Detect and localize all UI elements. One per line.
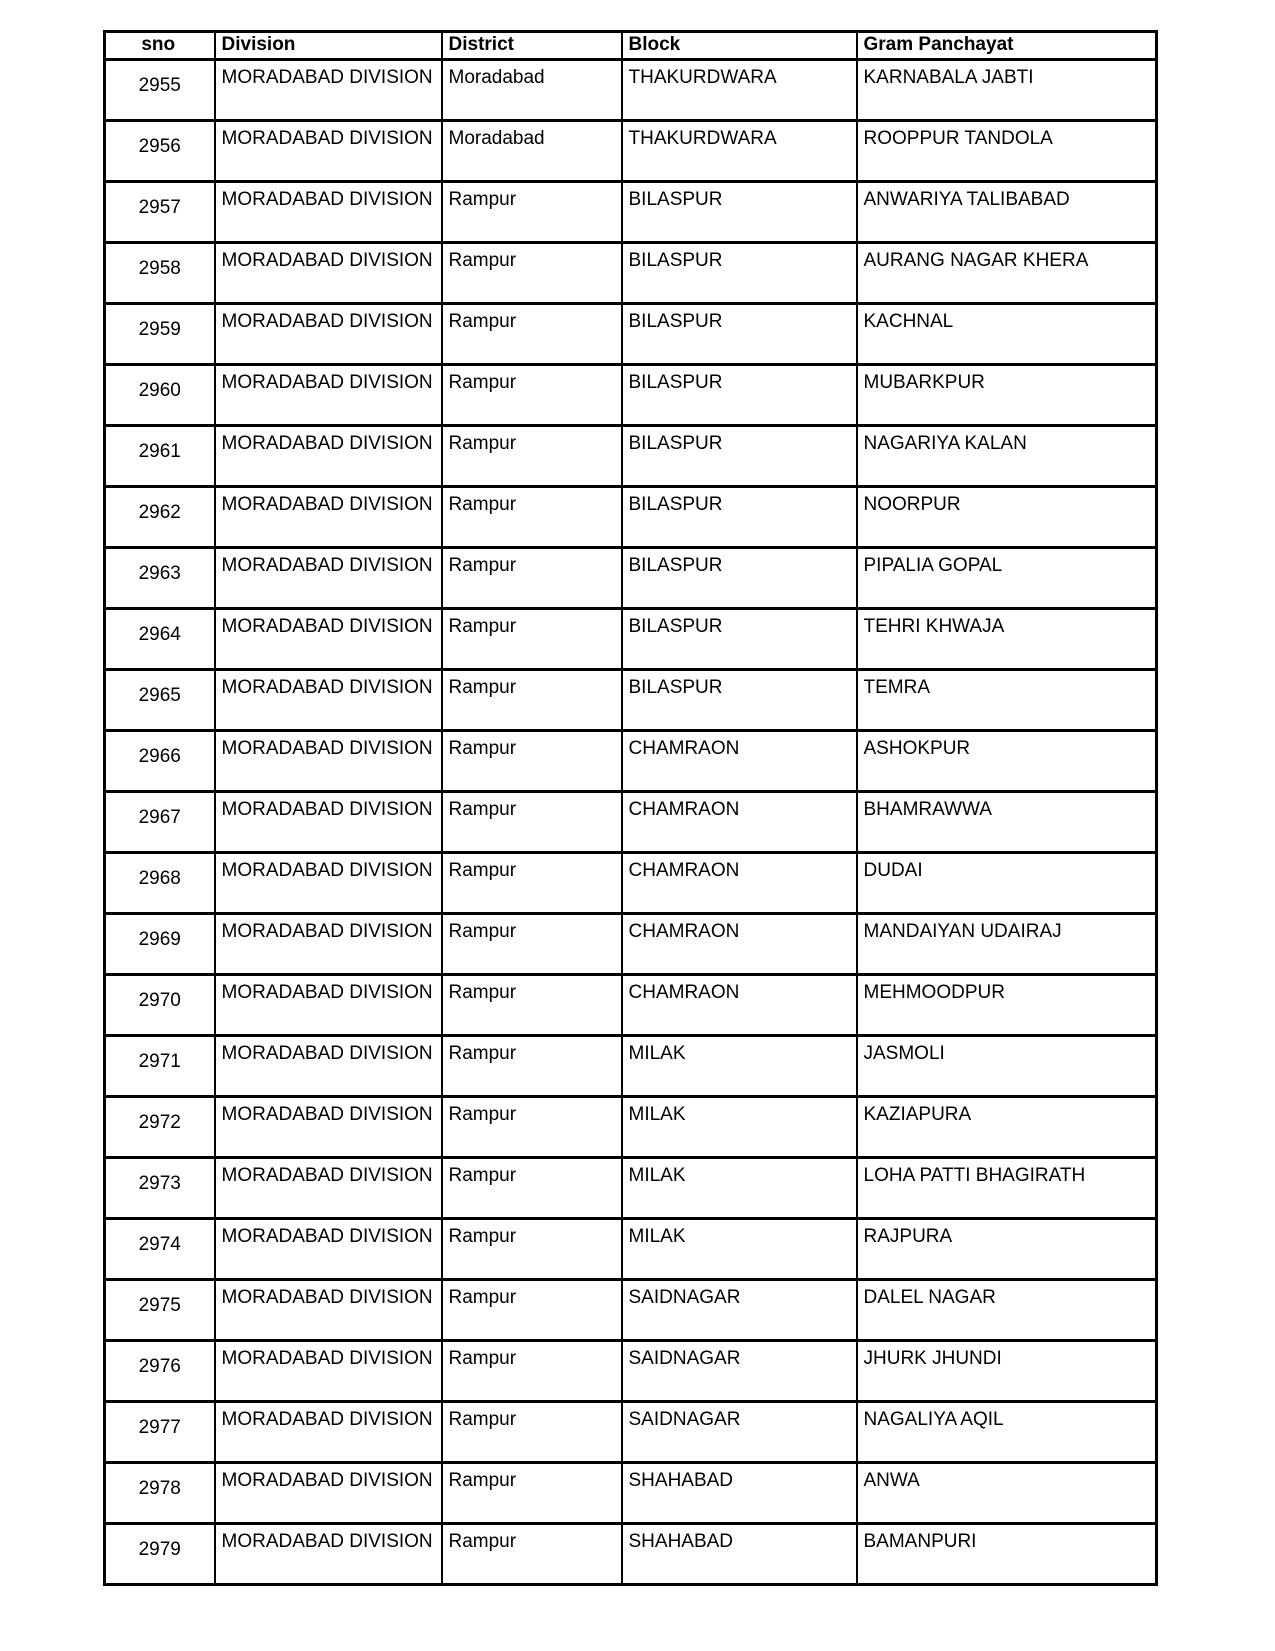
cell-block: BILASPUR (622, 548, 857, 609)
cell-gram-panchayat: AURANG NAGAR KHERA (857, 243, 1157, 304)
table-row (105, 60, 1157, 121)
cell-division: MORADABAD DIVISION (215, 975, 442, 1036)
table-row (105, 1158, 1157, 1219)
cell-block: SAIDNAGAR (622, 1280, 857, 1341)
cell-sno: 2964 (105, 609, 215, 670)
cell-district: Rampur (442, 304, 622, 365)
table-row (105, 182, 1157, 243)
table-row (105, 853, 1157, 914)
cell-gram-panchayat: JASMOLI (857, 1036, 1157, 1097)
cell-sno: 2966 (105, 731, 215, 792)
cell-division: MORADABAD DIVISION (215, 1463, 442, 1524)
cell-district: Rampur (442, 731, 622, 792)
cell-gram-panchayat: KAZIAPURA (857, 1097, 1157, 1158)
cell-district: Rampur (442, 487, 622, 548)
cell-sno: 2970 (105, 975, 215, 1036)
cell-district: Rampur (442, 914, 622, 975)
cell-district: Rampur (442, 1097, 622, 1158)
cell-division: MORADABAD DIVISION (215, 1097, 442, 1158)
cell-block: CHAMRAON (622, 731, 857, 792)
cell-block: THAKURDWARA (622, 60, 857, 121)
cell-gram-panchayat: PIPALIA GOPAL (857, 548, 1157, 609)
cell-gram-panchayat: ASHOKPUR (857, 731, 1157, 792)
cell-division: MORADABAD DIVISION (215, 487, 442, 548)
cell-district: Rampur (442, 1158, 622, 1219)
cell-sno: 2963 (105, 548, 215, 609)
column-header-division: Division (215, 32, 442, 60)
cell-block: CHAMRAON (622, 792, 857, 853)
cell-division: MORADABAD DIVISION (215, 548, 442, 609)
cell-sno: 2958 (105, 243, 215, 304)
table-row (105, 1097, 1157, 1158)
cell-division: MORADABAD DIVISION (215, 365, 442, 426)
cell-block: MILAK (622, 1097, 857, 1158)
cell-division: MORADABAD DIVISION (215, 1219, 442, 1280)
cell-sno: 2975 (105, 1280, 215, 1341)
cell-block: BILASPUR (622, 243, 857, 304)
table-row (105, 1524, 1157, 1585)
cell-sno: 2969 (105, 914, 215, 975)
cell-gram-panchayat: BAMANPURI (857, 1524, 1157, 1585)
cell-division: MORADABAD DIVISION (215, 853, 442, 914)
table-row (105, 1341, 1157, 1402)
cell-block: MILAK (622, 1036, 857, 1097)
table-header (105, 32, 1157, 60)
cell-block: THAKURDWARA (622, 121, 857, 182)
table-row (105, 1402, 1157, 1463)
table-row (105, 1219, 1157, 1280)
cell-sno: 2961 (105, 426, 215, 487)
cell-sno: 2978 (105, 1463, 215, 1524)
cell-sno: 2957 (105, 182, 215, 243)
cell-division: MORADABAD DIVISION (215, 670, 442, 731)
cell-district: Rampur (442, 853, 622, 914)
table-row (105, 670, 1157, 731)
column-header-gram-panchayat: Gram Panchayat (857, 32, 1157, 60)
cell-sno: 2973 (105, 1158, 215, 1219)
column-header-sno: sno (105, 32, 215, 60)
cell-gram-panchayat: MEHMOODPUR (857, 975, 1157, 1036)
cell-gram-panchayat: MUBARKPUR (857, 365, 1157, 426)
table-row (105, 487, 1157, 548)
cell-sno: 2956 (105, 121, 215, 182)
table-row (105, 1280, 1157, 1341)
cell-division: MORADABAD DIVISION (215, 1158, 442, 1219)
cell-block: MILAK (622, 1158, 857, 1219)
cell-gram-panchayat: MANDAIYAN UDAIRAJ (857, 914, 1157, 975)
cell-district: Rampur (442, 975, 622, 1036)
cell-district: Rampur (442, 1524, 622, 1585)
cell-sno: 2971 (105, 1036, 215, 1097)
cell-district: Rampur (442, 792, 622, 853)
cell-block: BILASPUR (622, 365, 857, 426)
cell-division: MORADABAD DIVISION (215, 304, 442, 365)
cell-division: MORADABAD DIVISION (215, 1341, 442, 1402)
cell-district: Rampur (442, 548, 622, 609)
table-row (105, 243, 1157, 304)
cell-gram-panchayat: LOHA PATTI BHAGIRATH (857, 1158, 1157, 1219)
cell-sno: 2959 (105, 304, 215, 365)
cell-gram-panchayat: RAJPURA (857, 1219, 1157, 1280)
cell-block: BILASPUR (622, 304, 857, 365)
cell-division: MORADABAD DIVISION (215, 914, 442, 975)
cell-block: SHAHABAD (622, 1524, 857, 1585)
cell-gram-panchayat: DALEL NAGAR (857, 1280, 1157, 1341)
cell-sno: 2979 (105, 1524, 215, 1585)
cell-division: MORADABAD DIVISION (215, 1036, 442, 1097)
table-row (105, 1463, 1157, 1524)
cell-gram-panchayat: ROOPPUR TANDOLA (857, 121, 1157, 182)
cell-district: Moradabad (442, 60, 622, 121)
cell-division: MORADABAD DIVISION (215, 609, 442, 670)
cell-block: BILASPUR (622, 487, 857, 548)
table-row (105, 1036, 1157, 1097)
cell-gram-panchayat: ANWA (857, 1463, 1157, 1524)
table-row (105, 365, 1157, 426)
cell-district: Rampur (442, 1219, 622, 1280)
cell-gram-panchayat: NAGARIYA KALAN (857, 426, 1157, 487)
column-header-block: Block (622, 32, 857, 60)
cell-sno: 2968 (105, 853, 215, 914)
cell-block: CHAMRAON (622, 914, 857, 975)
cell-district: Rampur (442, 609, 622, 670)
cell-district: Rampur (442, 1402, 622, 1463)
cell-district: Rampur (442, 426, 622, 487)
table-row (105, 426, 1157, 487)
cell-gram-panchayat: KARNABALA JABTI (857, 60, 1157, 121)
cell-gram-panchayat: ANWARIYA TALIBABAD (857, 182, 1157, 243)
cell-sno: 2965 (105, 670, 215, 731)
cell-gram-panchayat: NAGALIYA AQIL (857, 1402, 1157, 1463)
table-row (105, 609, 1157, 670)
cell-gram-panchayat: TEHRI KHWAJA (857, 609, 1157, 670)
cell-district: Rampur (442, 1036, 622, 1097)
table-row (105, 731, 1157, 792)
cell-division: MORADABAD DIVISION (215, 426, 442, 487)
cell-district: Rampur (442, 1463, 622, 1524)
cell-gram-panchayat: NOORPUR (857, 487, 1157, 548)
cell-division: MORADABAD DIVISION (215, 792, 442, 853)
cell-block: CHAMRAON (622, 853, 857, 914)
cell-block: SHAHABAD (622, 1463, 857, 1524)
cell-block: MILAK (622, 1219, 857, 1280)
table-row (105, 304, 1157, 365)
cell-block: SAIDNAGAR (622, 1402, 857, 1463)
cell-division: MORADABAD DIVISION (215, 182, 442, 243)
cell-sno: 2974 (105, 1219, 215, 1280)
cell-gram-panchayat: JHURK JHUNDI (857, 1341, 1157, 1402)
cell-gram-panchayat: DUDAI (857, 853, 1157, 914)
cell-sno: 2960 (105, 365, 215, 426)
cell-sno: 2955 (105, 60, 215, 121)
cell-block: BILASPUR (622, 426, 857, 487)
table-row (105, 975, 1157, 1036)
cell-district: Moradabad (442, 121, 622, 182)
cell-block: SAIDNAGAR (622, 1341, 857, 1402)
cell-division: MORADABAD DIVISION (215, 731, 442, 792)
cell-gram-panchayat: TEMRA (857, 670, 1157, 731)
cell-division: MORADABAD DIVISION (215, 121, 442, 182)
header-row (105, 32, 1157, 60)
cell-sno: 2972 (105, 1097, 215, 1158)
cell-division: MORADABAD DIVISION (215, 1402, 442, 1463)
column-header-district: District (442, 32, 622, 60)
cell-district: Rampur (442, 670, 622, 731)
table-row (105, 548, 1157, 609)
cell-sno: 2962 (105, 487, 215, 548)
cell-district: Rampur (442, 365, 622, 426)
table-row (105, 914, 1157, 975)
cell-sno: 2977 (105, 1402, 215, 1463)
cell-division: MORADABAD DIVISION (215, 1280, 442, 1341)
table-body (105, 60, 1157, 1585)
cell-block: BILASPUR (622, 670, 857, 731)
table-row (105, 121, 1157, 182)
cell-division: MORADABAD DIVISION (215, 243, 442, 304)
cell-division: MORADABAD DIVISION (215, 60, 442, 121)
cell-sno: 2967 (105, 792, 215, 853)
cell-gram-panchayat: KACHNAL (857, 304, 1157, 365)
cell-sno: 2976 (105, 1341, 215, 1402)
gram-panchayat-table (103, 30, 1158, 1586)
cell-district: Rampur (442, 182, 622, 243)
cell-district: Rampur (442, 1280, 622, 1341)
cell-block: CHAMRAON (622, 975, 857, 1036)
cell-district: Rampur (442, 1341, 622, 1402)
cell-block: BILASPUR (622, 609, 857, 670)
cell-division: MORADABAD DIVISION (215, 1524, 442, 1585)
table-row (105, 792, 1157, 853)
cell-gram-panchayat: BHAMRAWWA (857, 792, 1157, 853)
cell-district: Rampur (442, 243, 622, 304)
cell-block: BILASPUR (622, 182, 857, 243)
